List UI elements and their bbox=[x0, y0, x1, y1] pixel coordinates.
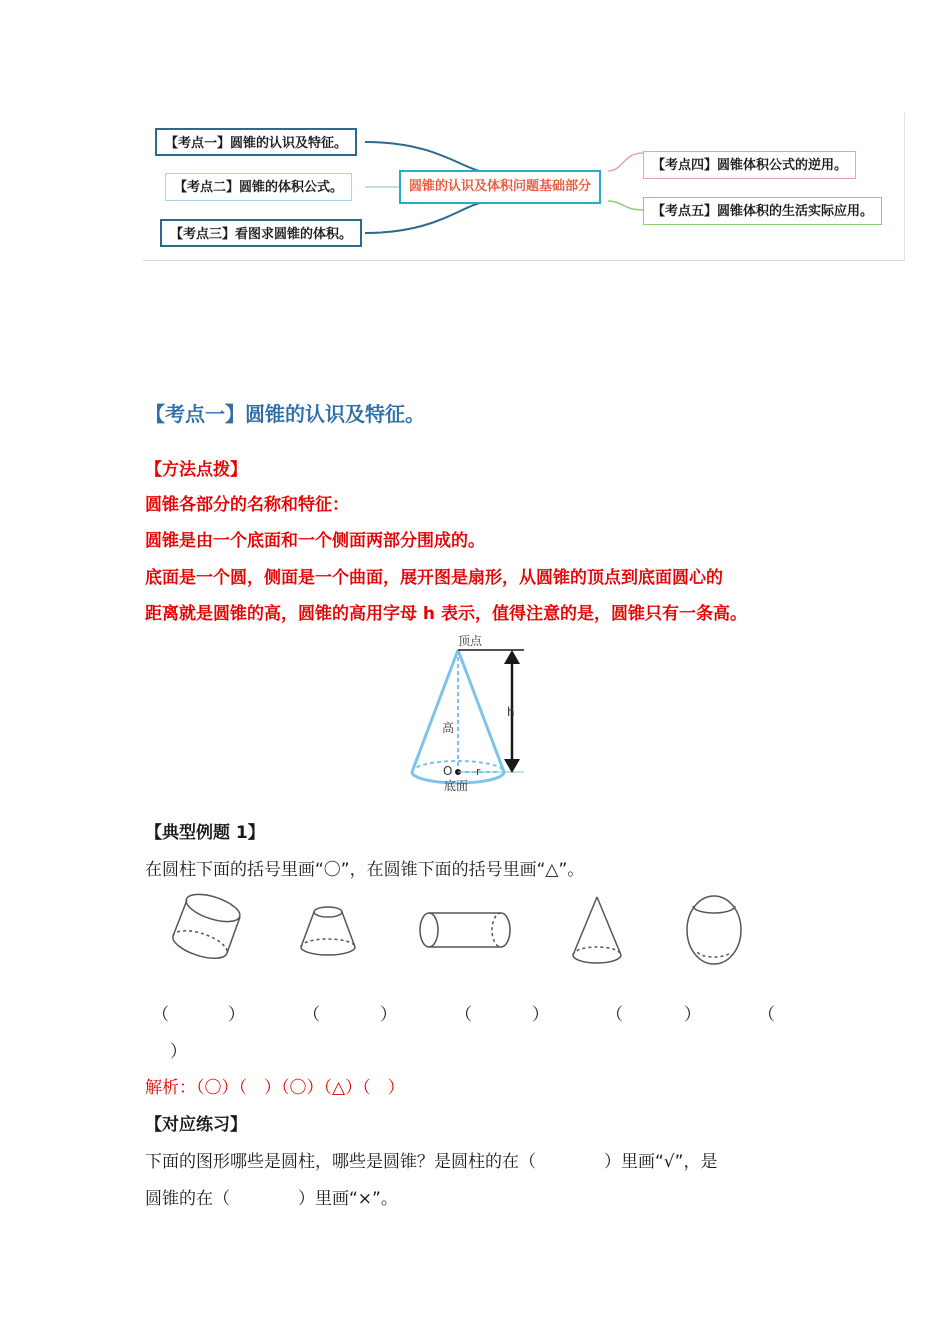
bracket-2-open: （ bbox=[303, 1005, 320, 1025]
method-line-4: 距离就是圆锥的高，圆锥的高用字母 h 表示，值得注意的是，圆锥只有一条高。 bbox=[145, 604, 747, 624]
cone-center-label: O bbox=[443, 764, 453, 778]
cone-height-label: 高 bbox=[442, 721, 455, 735]
shape-egg bbox=[680, 890, 750, 970]
shape-cone bbox=[565, 893, 630, 973]
cone-vertex-label: 顶点 bbox=[458, 634, 483, 648]
bracket-3-open: （ bbox=[455, 1005, 472, 1025]
bracket-2-close: ） bbox=[380, 1005, 397, 1025]
cone-base-label: 底面 bbox=[444, 779, 469, 793]
bracket-1-close: ） bbox=[228, 1005, 245, 1025]
shape-horizontal-cylinder bbox=[415, 908, 515, 953]
shape-frustum bbox=[295, 902, 363, 962]
cone-h-label: h bbox=[507, 705, 515, 719]
mindmap-node-2: 【考点二】圆锥的体积公式。 bbox=[165, 173, 352, 201]
practice-line-2: 圆锥的在（ ）里画“×”。 bbox=[145, 1189, 398, 1209]
method-heading: 【方法点拨】 bbox=[145, 460, 247, 480]
mindmap-node-4: 【考点四】圆锥体积公式的逆用。 bbox=[643, 151, 856, 179]
practice-line-1: 下面的图形哪些是圆柱，哪些是圆锥？是圆柱的在（ ）里画“√”，是 bbox=[145, 1152, 718, 1172]
answer-label: 解析： bbox=[145, 1078, 196, 1098]
method-line-3: 底面是一个圆，侧面是一个曲面，展开图是扇形，从圆锥的顶点到底面圆心的 bbox=[145, 568, 723, 588]
method-line-1: 圆锥各部分的名称和特征： bbox=[145, 495, 349, 515]
cone-radius-label: r bbox=[476, 765, 481, 778]
answer-line bbox=[145, 1073, 405, 1098]
bracket-3-close: ） bbox=[532, 1005, 549, 1025]
bracket-5-open: （ bbox=[758, 1005, 775, 1025]
example-heading: 【典型例题 1】 bbox=[145, 823, 265, 843]
bracket-1-open: （ bbox=[152, 1005, 169, 1025]
practice-heading: 【对应练习】 bbox=[145, 1115, 247, 1135]
mindmap-center: 圆锥的认识及体积问题基础部分 bbox=[399, 170, 601, 204]
mindmap-node-3: 【考点三】看图求圆锥的体积。 bbox=[160, 219, 362, 247]
section-title: 【考点一】圆锥的认识及特征。 bbox=[145, 402, 425, 426]
shape-tilted-cylinder bbox=[165, 890, 250, 970]
method-line-2: 圆锥是由一个底面和一个侧面两部分围成的。 bbox=[145, 531, 485, 551]
bracket-4-close: ） bbox=[684, 1005, 701, 1025]
cone-diagram bbox=[400, 630, 540, 800]
mindmap-node-1: 【考点一】圆锥的认识及特征。 bbox=[155, 128, 357, 156]
bracket-5-close: ） bbox=[170, 1042, 187, 1062]
example-question: 在圆柱下面的括号里画“〇”，在圆锥下面的括号里画“△”。 bbox=[145, 860, 585, 880]
bracket-4-open: （ bbox=[606, 1005, 623, 1025]
mindmap-node-5: 【考点五】圆锥体积的生活实际应用。 bbox=[643, 197, 882, 225]
answer-text: （〇）（ ）（〇）（△）（ ） bbox=[196, 1078, 405, 1098]
